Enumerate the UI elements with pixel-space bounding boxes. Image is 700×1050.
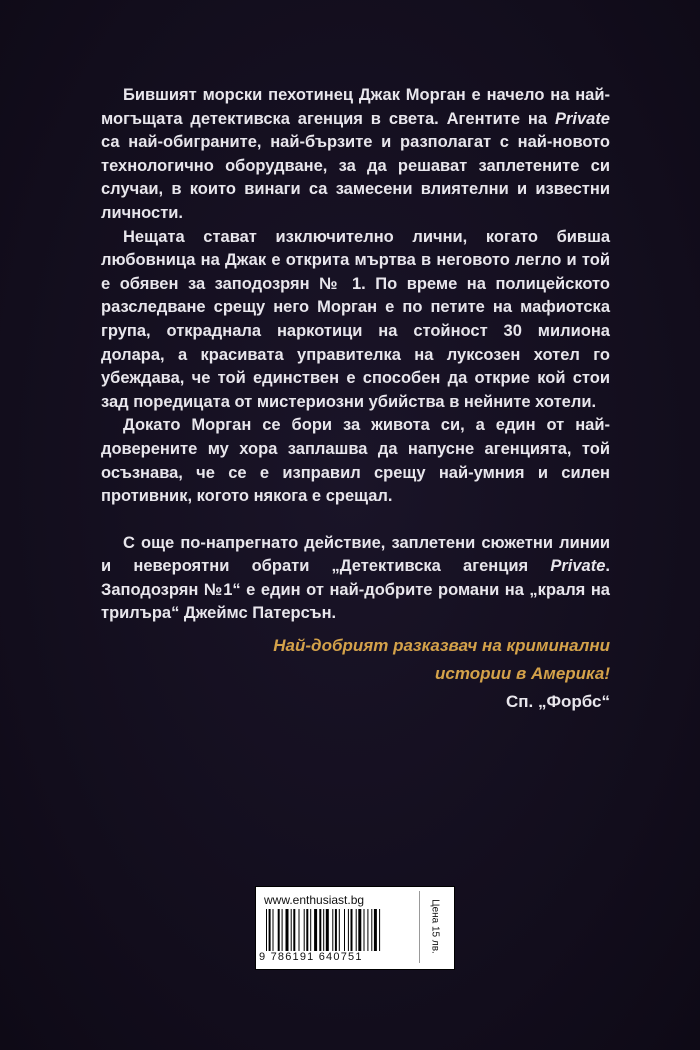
blurb-paragraph-1 bbox=[101, 84, 610, 226]
isbn-digits: 9 786191 640751 bbox=[259, 951, 363, 963]
press-quote bbox=[150, 632, 610, 688]
price-text: Цена 15 лв. bbox=[429, 899, 441, 954]
blurb-text: . Заподозрян №1“ е един от най-добрите романи на „краля на трилъра“ Джеймс Патерсън. bbox=[101, 557, 610, 623]
price-label bbox=[422, 897, 448, 963]
divider bbox=[419, 891, 420, 963]
quote-line-2: истории в Америка! bbox=[435, 664, 610, 683]
blurb-paragraph-2: Нещата стават изключително лични, когато бивша любовница на Джак е открита мъртва в неговото легло и той е обявен за заподозрян № 1. По време на полицейското разследване срещу него Морган е по петите на мафиотска група, откраднала наркотици на стойност 30 милиона долара, а красивата управителка на луксозен хотел го убеждава, че той единствен е способен да открие кой стои зад поредицата от мистериозни убийства в нейните хотели. bbox=[101, 227, 610, 411]
quote-line-1: Най-добрият разказвач на криминални bbox=[273, 636, 610, 655]
quote-source: Сп. „Форбс“ bbox=[505, 692, 610, 711]
blurb-paragraph-3: Докато Морган се бори за живота си, а един от най-доверените му хора заплашва да напусне агенцията, той осъзнава, че се е изправил срещу най-умния и силен противник, когото някога е срещал. bbox=[101, 416, 610, 506]
brand-name: Private bbox=[554, 109, 610, 128]
barcode-panel bbox=[255, 886, 455, 970]
blurb-text: Бившият морски пехотинец Джак Морган е начело на най-могъщата детективска агенция в света. Агентите на bbox=[101, 86, 610, 128]
isbn-barcode bbox=[266, 909, 416, 951]
brand-name: Private bbox=[550, 557, 606, 576]
blurb-paragraph-4 bbox=[101, 532, 610, 626]
publisher-url: www.enthusiast.bg bbox=[264, 893, 365, 907]
blurb-text: са най-обиграните, най-бързите и разполагат с най-новото технологично оборудване, за да решават заплетените си случаи, в които винаги са замесени влиятелни и известни личности. bbox=[101, 133, 610, 222]
book-blurb bbox=[101, 84, 610, 626]
blurb-text: С още по-напрегнато действие, заплетени сюжетни линии и невероятни обрати „Детективска агенция bbox=[101, 533, 610, 576]
